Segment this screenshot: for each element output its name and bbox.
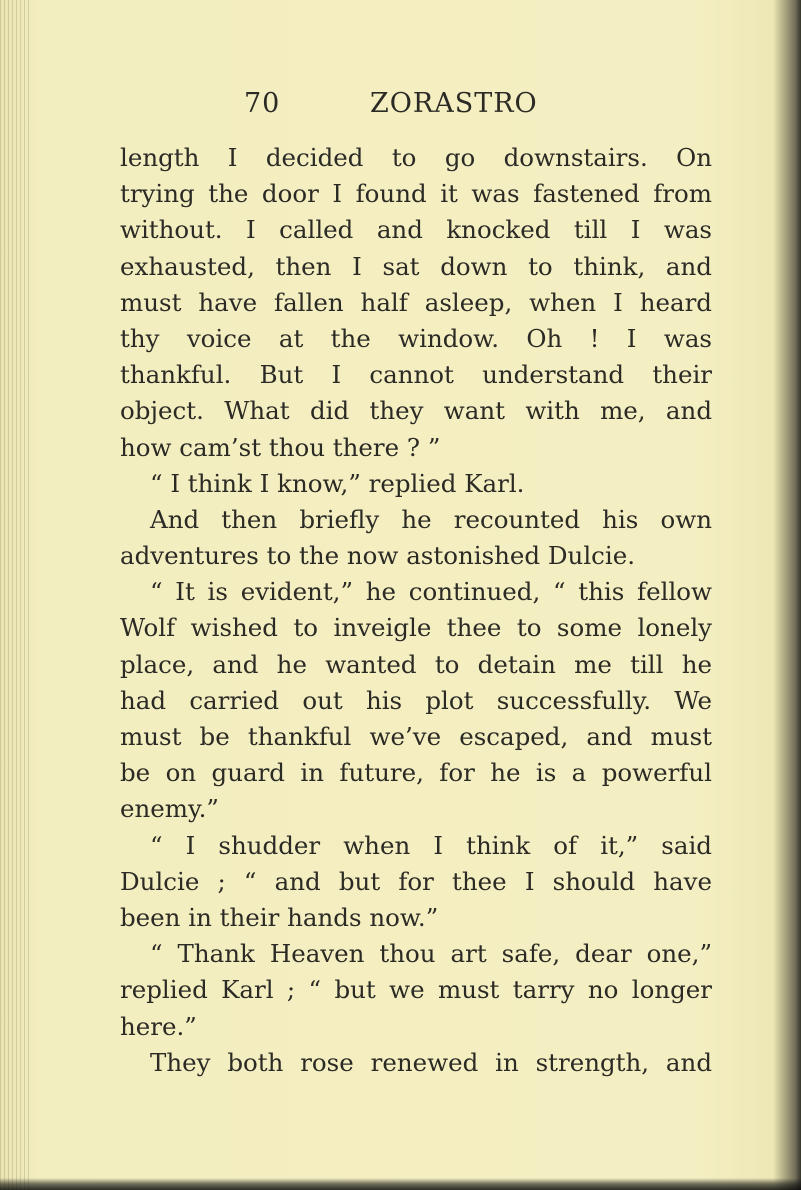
text-line: trying the door I found it was fastened from: [120, 179, 712, 209]
page-number: 70: [244, 88, 281, 119]
text-line: place, and he wanted to detain me till he: [120, 649, 712, 679]
text-line: They both rose renewed in strength, and: [150, 1047, 712, 1077]
text-line: thy voice at the window. Oh ! I was: [120, 323, 712, 353]
text-line: Dulcie ; “ and but for thee I should have: [120, 866, 712, 896]
text-line: had carried out his plot successfully. We: [120, 685, 712, 715]
text-line: object. What did they want with me, and: [120, 396, 712, 426]
text-line: thankful. But I cannot understand their: [120, 360, 712, 390]
text-line: enemy.”: [120, 794, 219, 824]
text-line: “ It is evident,” he continued, “ this fellow: [150, 577, 712, 607]
running-title: ZORASTRO: [370, 88, 538, 119]
page-right-shadow: [773, 0, 801, 1190]
text-line: must be thankful we’ve escaped, and must: [120, 722, 712, 751]
text-line: Wolf wished to inveigle thee to some lonely: [120, 613, 712, 643]
text-line: length I decided to go downstairs. On: [120, 143, 712, 172]
page-gutter-edge: [0, 0, 30, 1190]
text-line: “ Thank Heaven thou art safe, dear one,”: [150, 939, 712, 969]
text-line: must have fallen half asleep, when I heard: [120, 287, 712, 317]
text-line: replied Karl ; “ but we must tarry no longer: [120, 975, 712, 1005]
body-text: [120, 140, 712, 1081]
text-line: been in their hands now.”: [120, 902, 439, 932]
text-line: And then briefly he recounted his own: [150, 504, 712, 534]
text-line: here.”: [120, 1011, 197, 1041]
page-header: [244, 88, 544, 128]
text-line: be on guard in future, for he is a powerful: [120, 758, 712, 788]
text-line: without. I called and knocked till I was: [120, 215, 712, 245]
text-line: “ I think I know,” replied Karl.: [150, 468, 525, 498]
text-line: exhausted, then I sat down to think, and: [120, 251, 712, 281]
text-line: how cam’st thou there ? ”: [120, 432, 441, 462]
page-bottom-shadow: [0, 1178, 801, 1190]
text-line: adventures to the now astonished Dulcie.: [120, 541, 636, 571]
text-line: “ I shudder when I think of it,” said: [150, 830, 712, 860]
